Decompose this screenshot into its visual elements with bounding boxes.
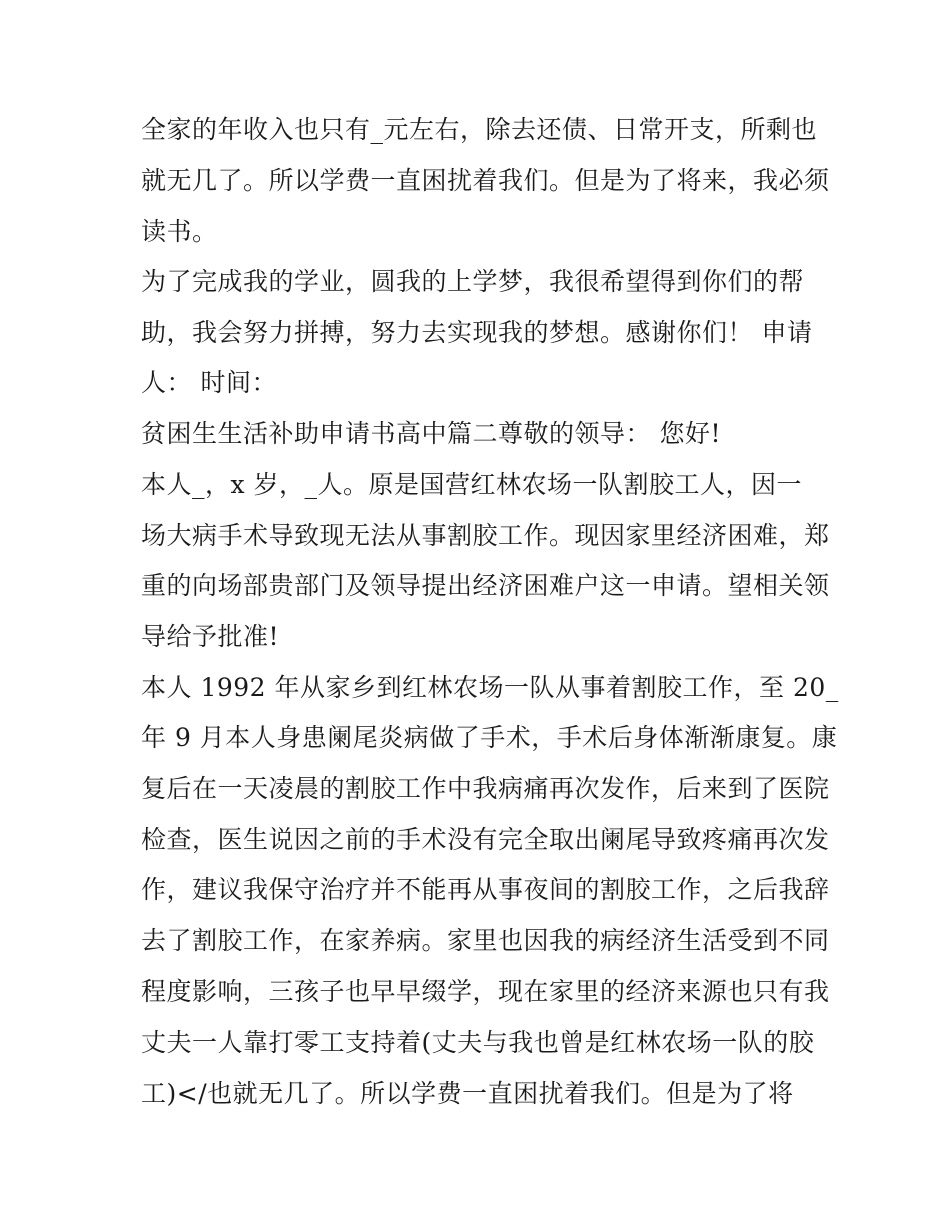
- text-line: 作，建议我保守治疗并不能再从事夜间的割胶工作，之后我辞: [141, 875, 830, 904]
- text-line: 复后在一天凌晨的割胶工作中我病痛再次发作，后来到了医院: [141, 774, 830, 803]
- text-line: 本人_，x 岁，_人。原是国营红林农场一队割胶工人，因一: [141, 470, 803, 499]
- text-line: 本人 1992 年从家乡到红林农场一队从事着割胶工作，至 20_: [141, 673, 839, 702]
- text-line: 全家的年收入也只有_元左右，除去还债、日常开支，所剩也: [141, 115, 818, 144]
- text-line: 重的向场部贵部门及领导提出经济困难户这一申请。望相关领: [141, 571, 830, 600]
- text-line: 导给予批准!: [141, 622, 280, 651]
- text-line: 工)</也就无几了。所以学费一直困扰着我们。但是为了将: [141, 1079, 794, 1108]
- text-line: 场大病手术导致现无法从事割胶工作。现因家里经济困难，郑: [141, 521, 830, 550]
- text-line: 程度影响，三孩子也早早缀学，现在家里的经济来源也只有我: [141, 977, 830, 1006]
- text-line: 助，我会努力拼搏，努力去实现我的梦想。感谢你们！ 申请: [141, 318, 813, 347]
- text-line: 读书。: [141, 217, 218, 246]
- section-heading-line: 贫困生生活补助申请书高中篇二尊敬的领导： 您好!: [141, 419, 721, 448]
- text-line: 年 9 月本人身患阑尾炎病做了手术，手术后身体渐渐康复。康: [141, 723, 838, 752]
- text-line: 为了完成我的学业，圆我的上学梦，我很希望得到你们的帮: [141, 267, 805, 296]
- text-line: 人： 时间：: [141, 368, 277, 397]
- text-line: 去了割胶工作，在家养病。家里也因我的病经济生活受到不同: [141, 926, 830, 955]
- text-line: 就无几了。所以学费一直困扰着我们。但是为了将来，我必须: [141, 166, 830, 195]
- text-line: 检查，医生说因之前的手术没有完全取出阑尾导致疼痛再次发: [141, 825, 830, 854]
- text-line: 丈夫一人靠打零工支持着(丈夫与我也曾是红林农场一队的胶: [141, 1028, 815, 1057]
